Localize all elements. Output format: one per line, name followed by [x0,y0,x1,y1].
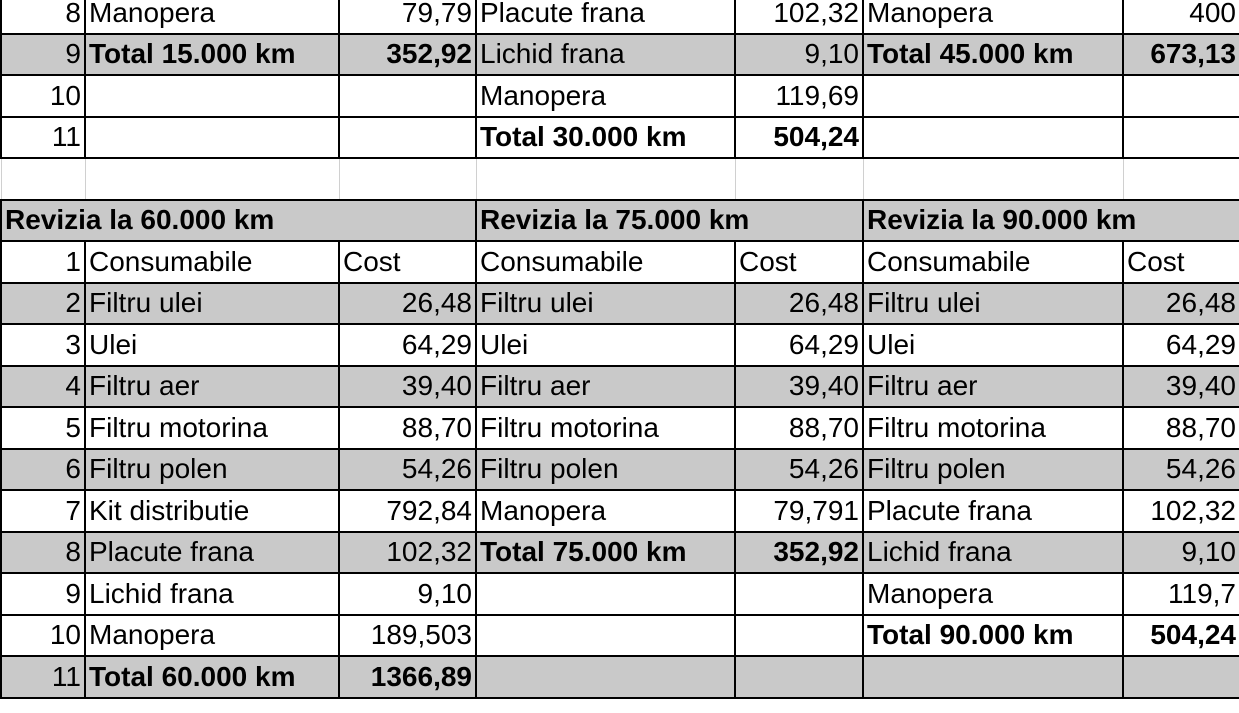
item-cell[interactable]: Manopera [476,75,735,117]
cost-cell[interactable]: 189,503 [339,615,476,657]
item-cell[interactable]: Manopera [85,0,339,34]
item-cell[interactable]: Filtru motorina [476,407,735,449]
cost-cell[interactable] [735,656,863,698]
item-cell[interactable] [476,573,735,615]
item-cell[interactable]: Manopera [863,573,1123,615]
cost-cell[interactable] [1123,75,1239,117]
item-cell[interactable]: Placute frana [863,490,1123,532]
row-number-cell[interactable]: 8 [1,0,85,34]
item-cell[interactable]: Filtru ulei [85,283,339,325]
cost-cell[interactable] [735,573,863,615]
table-row [1,34,1239,76]
cost-cell[interactable]: 673,13 [1123,34,1239,76]
cost-cell[interactable]: 64,29 [735,324,863,366]
row-number-cell[interactable]: 6 [1,449,85,491]
cost-cell[interactable]: 102,32 [1123,490,1239,532]
cost-cell[interactable]: 504,24 [1123,615,1239,657]
item-cell[interactable]: Filtru aer [863,366,1123,408]
cost-cell[interactable]: 39,40 [1123,366,1239,408]
item-cell[interactable]: Total 60.000 km [85,656,339,698]
row-number-cell[interactable]: 11 [1,117,85,159]
row-number-cell[interactable]: 7 [1,490,85,532]
item-cell[interactable]: Ulei [476,324,735,366]
item-cell[interactable]: Consumabile [85,241,339,283]
table-row [1,449,1239,491]
cost-cell[interactable] [1123,117,1239,159]
table-row [1,366,1239,408]
item-cell[interactable]: Manopera [85,615,339,657]
cost-cell[interactable]: 88,70 [735,407,863,449]
cost-cell[interactable]: 79,79 [339,0,476,34]
cost-cell[interactable]: 54,26 [1123,449,1239,491]
item-cell[interactable] [476,656,735,698]
cost-cell[interactable] [735,615,863,657]
section-header-c[interactable]: Revizia la 90.000 km [863,200,1239,242]
cost-cell[interactable]: 39,40 [339,366,476,408]
table-row [1,0,1239,34]
item-cell[interactable] [863,656,1123,698]
item-cell[interactable]: Kit distributie [85,490,339,532]
cost-cell[interactable]: 64,29 [1123,324,1239,366]
cost-cell[interactable]: 54,26 [735,449,863,491]
item-cell[interactable]: Lichid frana [476,34,735,76]
cost-cell[interactable]: 9,10 [339,573,476,615]
item-cell[interactable] [863,117,1123,159]
cost-cell[interactable]: 352,92 [735,532,863,574]
cost-cell[interactable]: Cost [1123,241,1239,283]
item-cell[interactable]: Manopera [863,0,1123,34]
item-cell[interactable]: Ulei [863,324,1123,366]
item-cell[interactable]: Total 90.000 km [863,615,1123,657]
row-number-cell[interactable]: 1 [1,241,85,283]
item-cell[interactable]: Placute frana [476,0,735,34]
section-header-b[interactable]: Revizia la 75.000 km [476,200,863,242]
item-cell[interactable]: Filtru polen [476,449,735,491]
cost-cell[interactable]: 504,24 [735,117,863,159]
item-cell[interactable]: Ulei [85,324,339,366]
cost-cell[interactable]: 792,84 [339,490,476,532]
cost-cell[interactable]: 88,70 [1123,407,1239,449]
item-cell[interactable]: Manopera [476,490,735,532]
cost-cell[interactable]: 9,10 [1123,532,1239,574]
table-row [1,407,1239,449]
cost-cell[interactable]: 39,40 [735,366,863,408]
cost-cell[interactable]: 1366,89 [339,656,476,698]
item-cell[interactable] [476,615,735,657]
item-cell[interactable]: Filtru aer [85,366,339,408]
item-cell[interactable]: Total 30.000 km [476,117,735,159]
cost-cell[interactable]: 88,70 [339,407,476,449]
item-cell[interactable]: Lichid frana [863,532,1123,574]
row-number-cell[interactable]: 9 [1,573,85,615]
empty-cell[interactable] [863,158,1123,200]
cost-cell[interactable]: 26,48 [339,283,476,325]
item-cell[interactable] [85,117,339,159]
cost-cell[interactable]: 119,69 [735,75,863,117]
table-row [1,283,1239,325]
cost-cell[interactable]: Cost [735,241,863,283]
section-header-a[interactable]: Revizia la 60.000 km [1,200,476,242]
item-cell[interactable]: Consumabile [863,241,1123,283]
cost-cell[interactable]: 352,92 [339,34,476,76]
cost-cell[interactable]: 102,32 [735,0,863,34]
cost-cell[interactable]: 400 [1123,0,1239,34]
row-number-cell[interactable]: 9 [1,34,85,76]
table-row [1,117,1239,159]
item-cell[interactable]: Filtru motorina [863,407,1123,449]
empty-cell[interactable] [85,158,339,200]
row-number-cell[interactable]: 2 [1,283,85,325]
empty-cell[interactable] [1,158,85,200]
item-cell[interactable]: Total 75.000 km [476,532,735,574]
table-row [1,324,1239,366]
cost-cell[interactable] [339,117,476,159]
table-row [1,656,1239,698]
spacer-row [1,158,1239,200]
cost-cell[interactable]: 102,32 [339,532,476,574]
table-row [1,615,1239,657]
item-cell[interactable]: Total 45.000 km [863,34,1123,76]
item-cell[interactable]: Filtru polen [863,449,1123,491]
item-cell[interactable]: Consumabile [476,241,735,283]
row-number-cell[interactable]: 4 [1,366,85,408]
item-cell[interactable] [863,75,1123,117]
row-number-cell[interactable]: 11 [1,656,85,698]
item-cell[interactable] [85,75,339,117]
row-number-cell[interactable]: 8 [1,532,85,574]
item-cell[interactable]: Filtru motorina [85,407,339,449]
empty-cell[interactable] [735,158,863,200]
row-number-cell[interactable]: 10 [1,75,85,117]
empty-cell[interactable] [476,158,735,200]
item-cell[interactable]: Filtru ulei [476,283,735,325]
item-cell[interactable]: Total 15.000 km [85,34,339,76]
cost-cell[interactable]: Cost [339,241,476,283]
item-cell[interactable]: Filtru ulei [863,283,1123,325]
cost-cell[interactable]: 79,791 [735,490,863,532]
table-row [1,573,1239,615]
cost-cell[interactable]: 26,48 [735,283,863,325]
cost-cell[interactable]: 54,26 [339,449,476,491]
row-number-cell[interactable]: 10 [1,615,85,657]
cost-cell[interactable] [1123,656,1239,698]
table-row [1,532,1239,574]
cost-cell[interactable]: 9,10 [735,34,863,76]
cost-cell[interactable]: 26,48 [1123,283,1239,325]
section-header-row [1,200,1239,242]
item-cell[interactable]: Filtru aer [476,366,735,408]
table-row [1,241,1239,283]
empty-cell[interactable] [339,158,476,200]
item-cell[interactable]: Filtru polen [85,449,339,491]
cost-cell[interactable]: 64,29 [339,324,476,366]
table-row [1,490,1239,532]
empty-cell[interactable] [1123,158,1239,200]
item-cell[interactable]: Lichid frana [85,573,339,615]
cost-cell[interactable]: 119,7 [1123,573,1239,615]
table-row [1,75,1239,117]
item-cell[interactable]: Placute frana [85,532,339,574]
row-number-cell[interactable]: 5 [1,407,85,449]
cost-cell[interactable] [339,75,476,117]
row-number-cell[interactable]: 3 [1,324,85,366]
